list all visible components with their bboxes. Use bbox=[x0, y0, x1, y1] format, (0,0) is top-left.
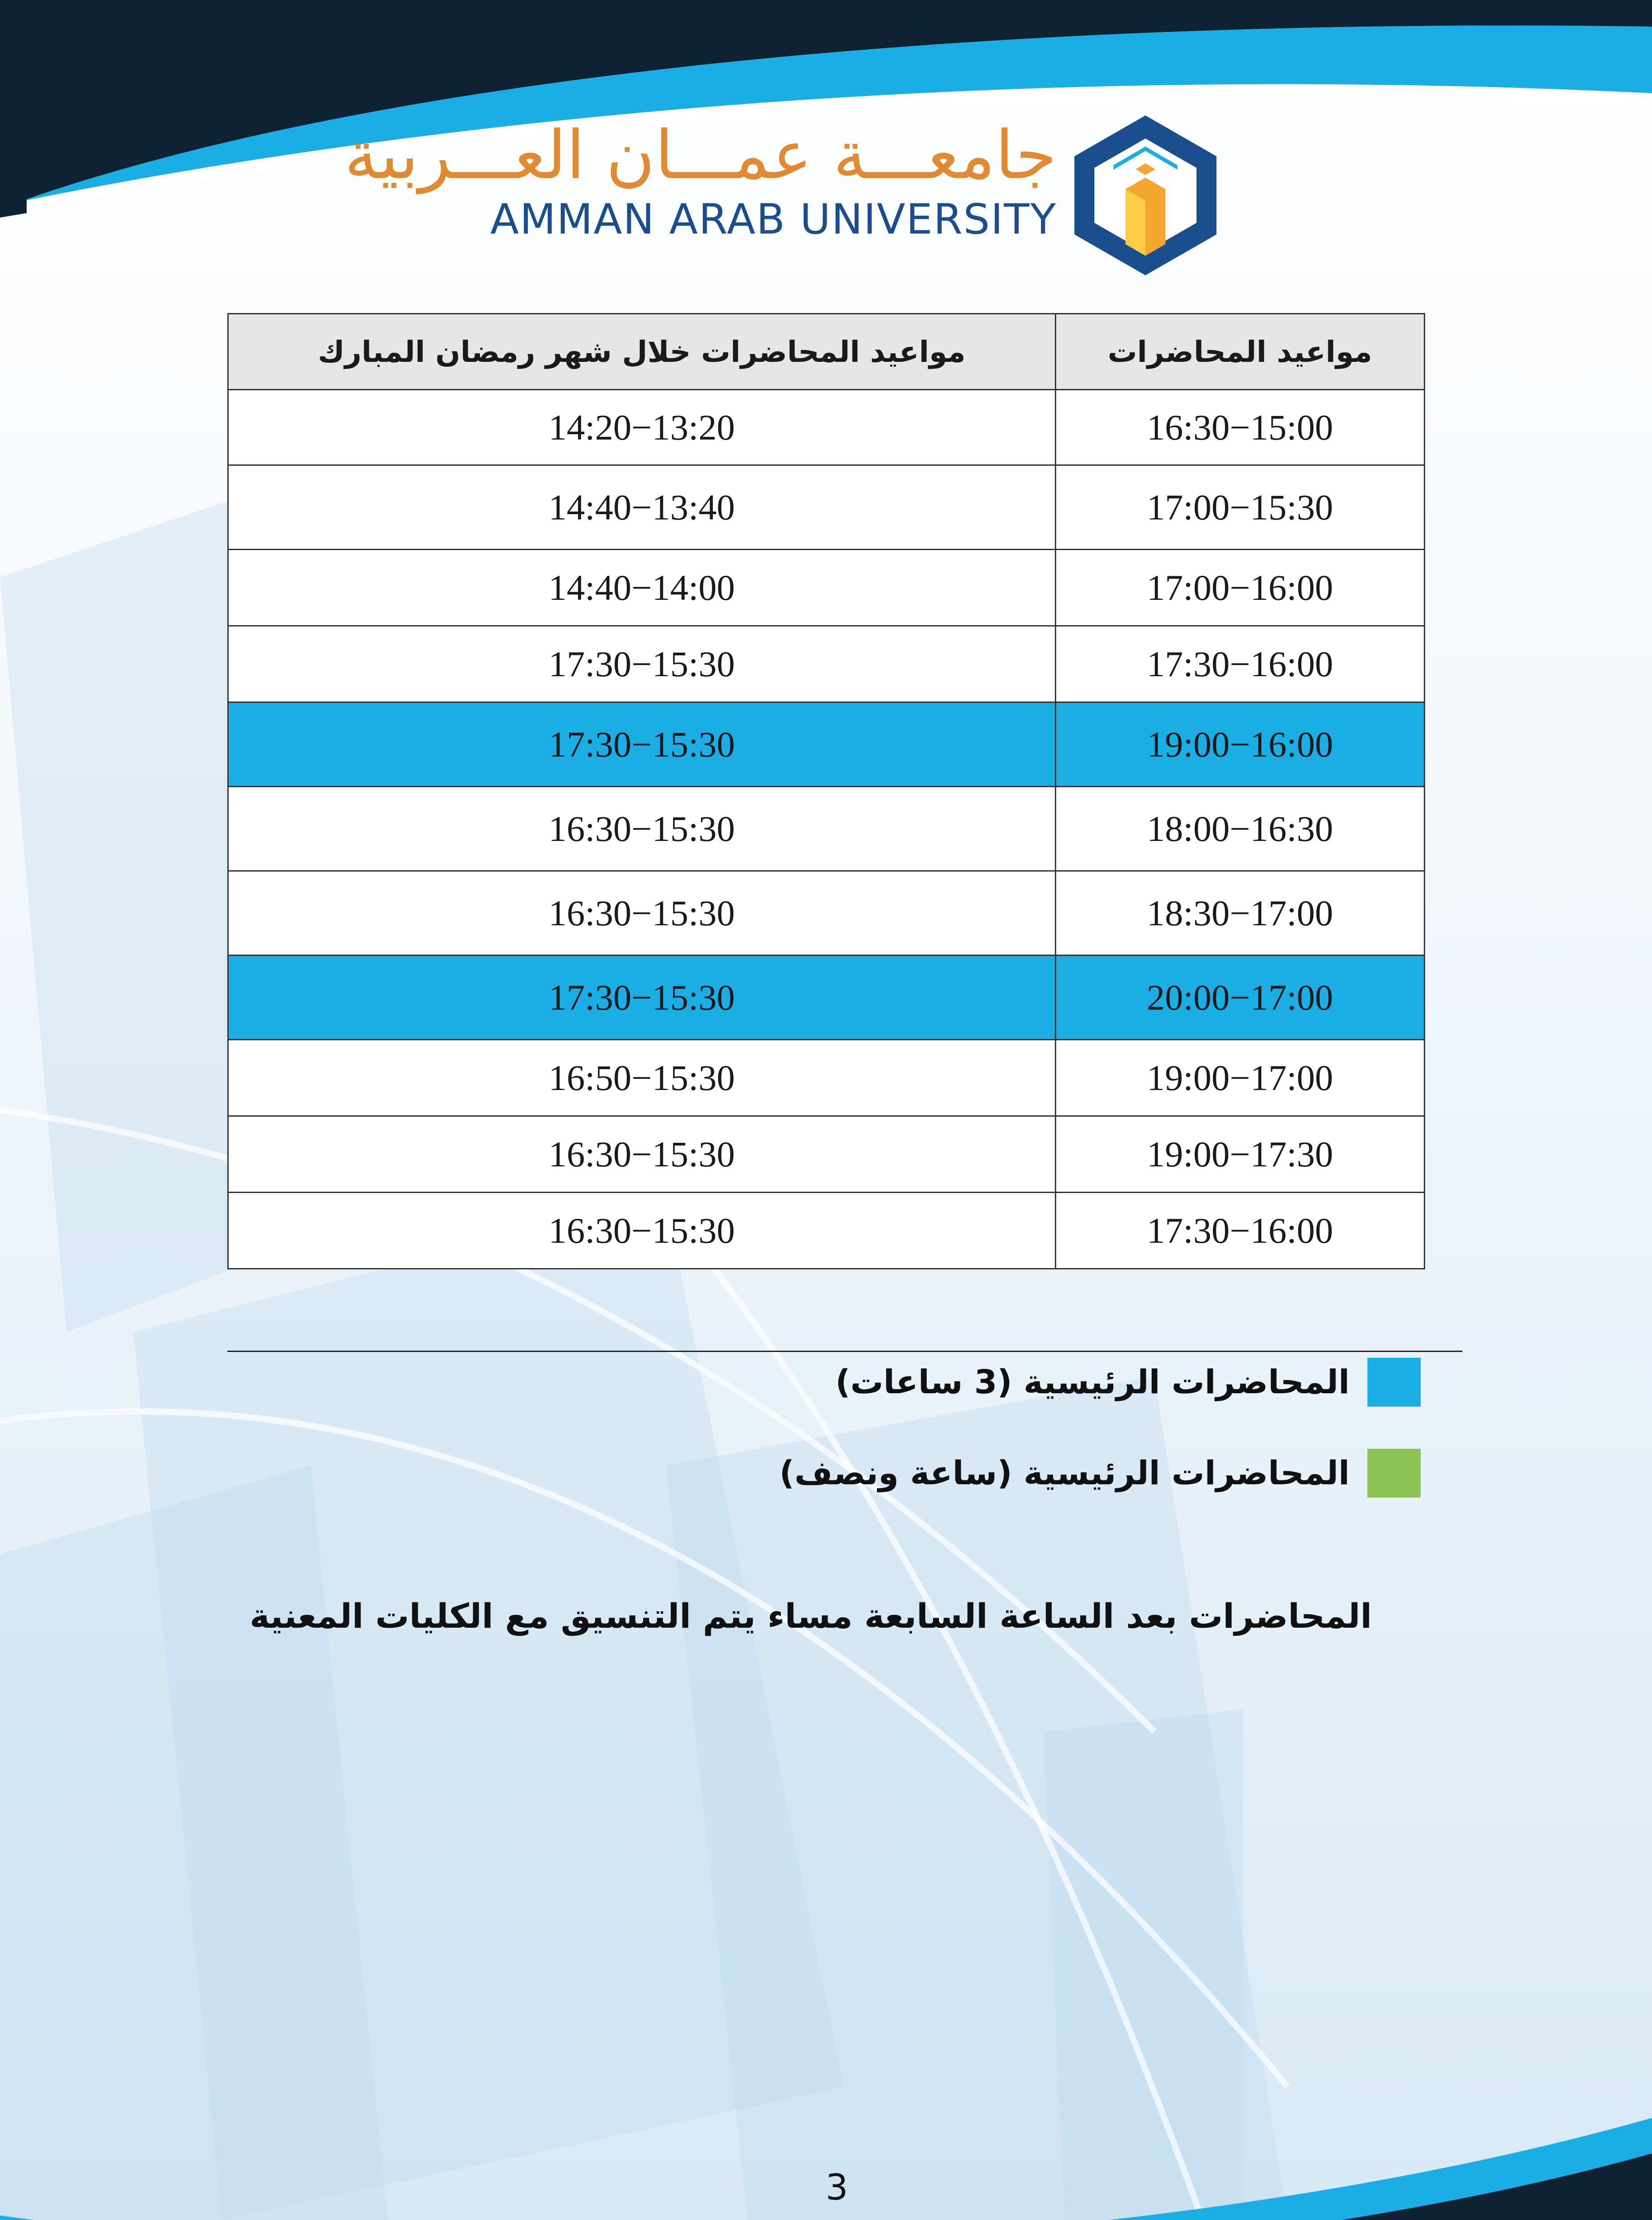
legend-swatch-blue bbox=[1367, 1358, 1421, 1407]
legend-item-hour-and-half bbox=[577, 1449, 1421, 1498]
regular-time-cell: 17:30−16:00 bbox=[1055, 1193, 1424, 1269]
regular-time-cell: 18:30−17:00 bbox=[1055, 871, 1424, 955]
ramadan-time-cell: 16:30−15:30 bbox=[228, 871, 1056, 955]
regular-time-cell: 18:00−16:30 bbox=[1055, 787, 1424, 871]
regular-time-cell: 16:30−15:00 bbox=[1055, 390, 1424, 465]
table-row bbox=[228, 1040, 1425, 1116]
university-logo-icon bbox=[1074, 115, 1216, 275]
table-row bbox=[228, 871, 1425, 955]
header-regular-times: مواعيد المحاضرات bbox=[1055, 314, 1424, 390]
table-body bbox=[228, 390, 1425, 1269]
regular-time-cell: 20:00−17:00 bbox=[1055, 955, 1424, 1040]
regular-time-cell: 19:00−16:00 bbox=[1055, 702, 1424, 787]
header-ramadan-times: مواعيد المحاضرات خلال شهر رمضان المبارك bbox=[228, 314, 1056, 390]
table-row bbox=[228, 787, 1425, 871]
table-row bbox=[228, 626, 1425, 702]
ramadan-time-cell: 16:30−15:30 bbox=[228, 1116, 1056, 1193]
legend-label: المحاضرات الرئيسية (3 ساعات) bbox=[835, 1363, 1350, 1401]
legend-swatch-green bbox=[1367, 1449, 1421, 1498]
divider-line bbox=[227, 1351, 1462, 1352]
table-header-row bbox=[228, 314, 1425, 390]
table-row bbox=[228, 550, 1425, 626]
table-row bbox=[228, 465, 1425, 550]
ramadan-time-cell: 16:30−15:30 bbox=[228, 787, 1056, 871]
schedule-note: المحاضرات بعد الساعة السابعة مساء يتم التنسيق مع الكليات المعنية bbox=[250, 1596, 1372, 1636]
regular-time-cell: 19:00−17:00 bbox=[1055, 1040, 1424, 1116]
table-row bbox=[228, 1116, 1425, 1193]
university-name-arabic: جامعـــة عمـــان العـــربية bbox=[344, 117, 1057, 194]
regular-time-cell: 17:30−16:00 bbox=[1055, 626, 1424, 702]
page-number: 3 bbox=[825, 2167, 848, 2208]
ramadan-time-cell: 16:50−15:30 bbox=[228, 1040, 1056, 1116]
table-row bbox=[228, 955, 1425, 1040]
ramadan-time-cell: 16:30−15:30 bbox=[228, 1193, 1056, 1269]
table-row bbox=[228, 390, 1425, 465]
regular-time-cell: 17:00−16:00 bbox=[1055, 550, 1424, 626]
ramadan-time-cell: 14:40−14:00 bbox=[228, 550, 1056, 626]
legend-label: المحاضرات الرئيسية (ساعة ونصف) bbox=[779, 1454, 1350, 1492]
table-row bbox=[228, 1193, 1425, 1269]
lecture-schedule-table bbox=[227, 313, 1425, 1269]
ramadan-time-cell: 14:40−13:40 bbox=[228, 465, 1056, 550]
ramadan-time-cell: 17:30−15:30 bbox=[228, 626, 1056, 702]
legend-item-three-hours bbox=[577, 1358, 1421, 1407]
table-row bbox=[228, 702, 1425, 787]
university-name-english: AMMAN ARAB UNIVERSITY bbox=[490, 195, 1057, 244]
regular-time-cell: 19:00−17:30 bbox=[1055, 1116, 1424, 1193]
ramadan-time-cell: 17:30−15:30 bbox=[228, 955, 1056, 1040]
ramadan-time-cell: 14:20−13:20 bbox=[228, 390, 1056, 465]
regular-time-cell: 17:00−15:30 bbox=[1055, 465, 1424, 550]
ramadan-time-cell: 17:30−15:30 bbox=[228, 702, 1056, 787]
